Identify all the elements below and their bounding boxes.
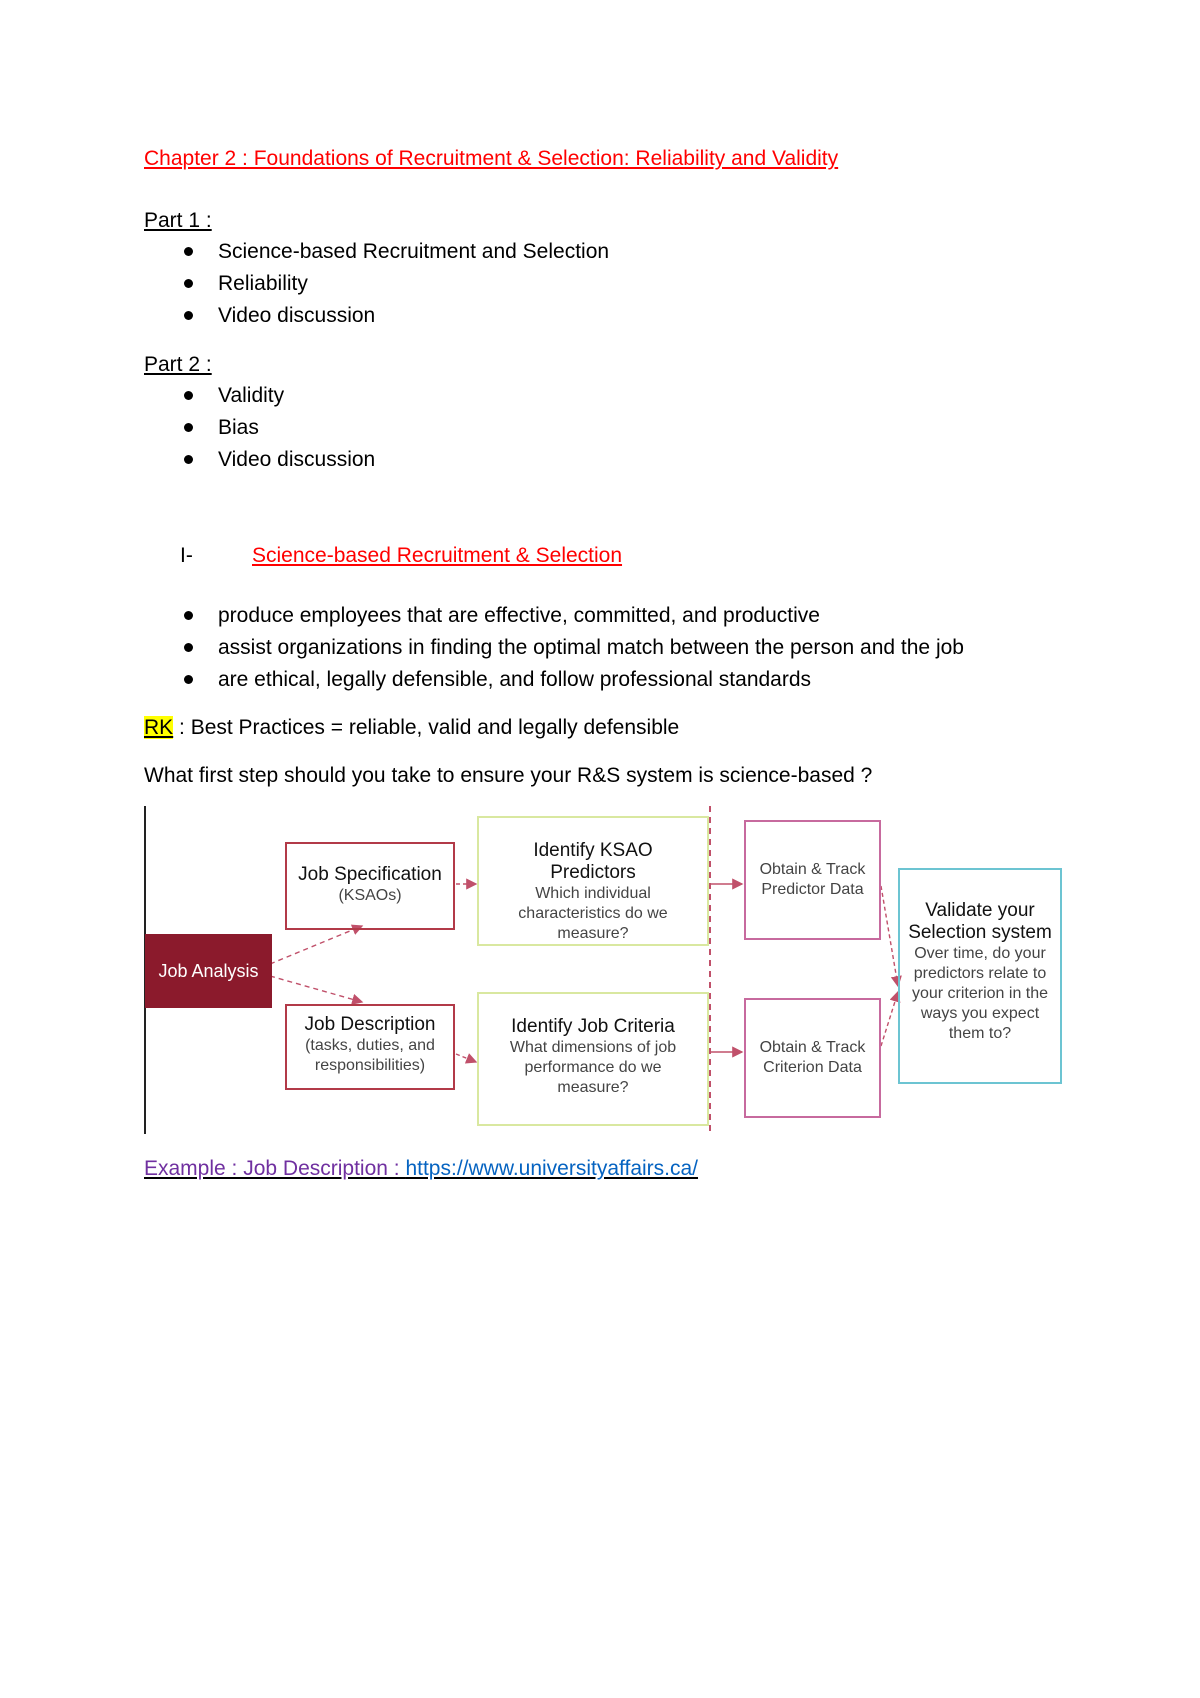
- section-numeral: I-: [180, 544, 193, 567]
- list-item: produce employees that are effective, committed, and productive: [144, 600, 964, 632]
- job-desc-box: [285, 1004, 455, 1090]
- predictor-data-label: Obtain & Track Predictor Data: [759, 861, 866, 898]
- validate-sub: Over time, do your predictors relate to your criterion in the ways you expect them to?: [911, 945, 1049, 1042]
- ksao-sub: Which individual characteristics do we measure?: [518, 885, 668, 942]
- example-label: Example : Job Description :: [144, 1157, 406, 1180]
- criteria-title: Identify Job Criteria: [511, 1016, 675, 1037]
- job-spec-sub: (KSAOs): [338, 887, 402, 904]
- criterion-data-label: Obtain & Track Criterion Data: [759, 1039, 866, 1076]
- question-text: What first step should you take to ensure your R&S system is science-based ?: [144, 764, 873, 787]
- list-item: Video discussion: [144, 444, 375, 476]
- example-line: [144, 1156, 698, 1182]
- list-item: Science-based Recruitment and Selection: [144, 236, 609, 268]
- arrow-to-job-desc: [270, 976, 362, 1002]
- arrow-criterion-to-validate: [881, 992, 898, 1046]
- part1-label: Part 1 :: [144, 209, 212, 232]
- list-item: Reliability: [144, 268, 609, 300]
- rk-text: : Best Practices = reliable, valid and legally defensible: [173, 716, 680, 739]
- list-item: Bias: [144, 412, 375, 444]
- section1-list: [144, 600, 964, 696]
- criterion-data-box: [744, 998, 881, 1118]
- list-item: assist organizations in finding the optimal match between the person and the job: [144, 632, 964, 664]
- criteria-box: [477, 992, 709, 1126]
- list-item: Validity: [144, 380, 375, 412]
- ksao-title: Identify KSAO Predictors: [533, 840, 653, 883]
- arrow-to-job-spec: [270, 926, 362, 964]
- part2-label: Part 2 :: [144, 353, 212, 376]
- arrow-predictor-to-validate: [881, 886, 898, 986]
- job-analysis-box: Job Analysis: [145, 934, 272, 1008]
- validate-box: [898, 868, 1062, 1084]
- validate-title: Validate your Selection system: [908, 900, 1052, 943]
- rs-process-diagram: [144, 806, 1064, 1134]
- rk-tag: RK: [144, 716, 174, 739]
- job-spec-box: [285, 842, 455, 930]
- part1-list: [144, 236, 609, 332]
- university-affairs-link[interactable]: https://www.universityaffairs.ca/: [405, 1157, 699, 1180]
- criteria-sub: What dimensions of job performance do we measure?: [509, 1039, 677, 1096]
- ksao-box: [477, 816, 709, 946]
- rk-note: [144, 715, 679, 741]
- chapter-title: Chapter 2 : Foundations of Recruitment & Selection: Reliability and Validity: [144, 147, 839, 170]
- list-item: Video discussion: [144, 300, 609, 332]
- job-spec-title: Job Specification: [298, 864, 442, 885]
- predictor-data-box: [744, 820, 881, 940]
- section-heading: Science-based Recruitment & Selection: [252, 544, 623, 567]
- arrow-to-criteria: [456, 1054, 476, 1062]
- part2-list: [144, 380, 375, 476]
- list-item: are ethical, legally defensible, and follow professional standards: [144, 664, 964, 696]
- job-desc-title: Job Description: [304, 1014, 436, 1035]
- job-desc-sub: (tasks, duties, and responsibilities): [305, 1037, 435, 1074]
